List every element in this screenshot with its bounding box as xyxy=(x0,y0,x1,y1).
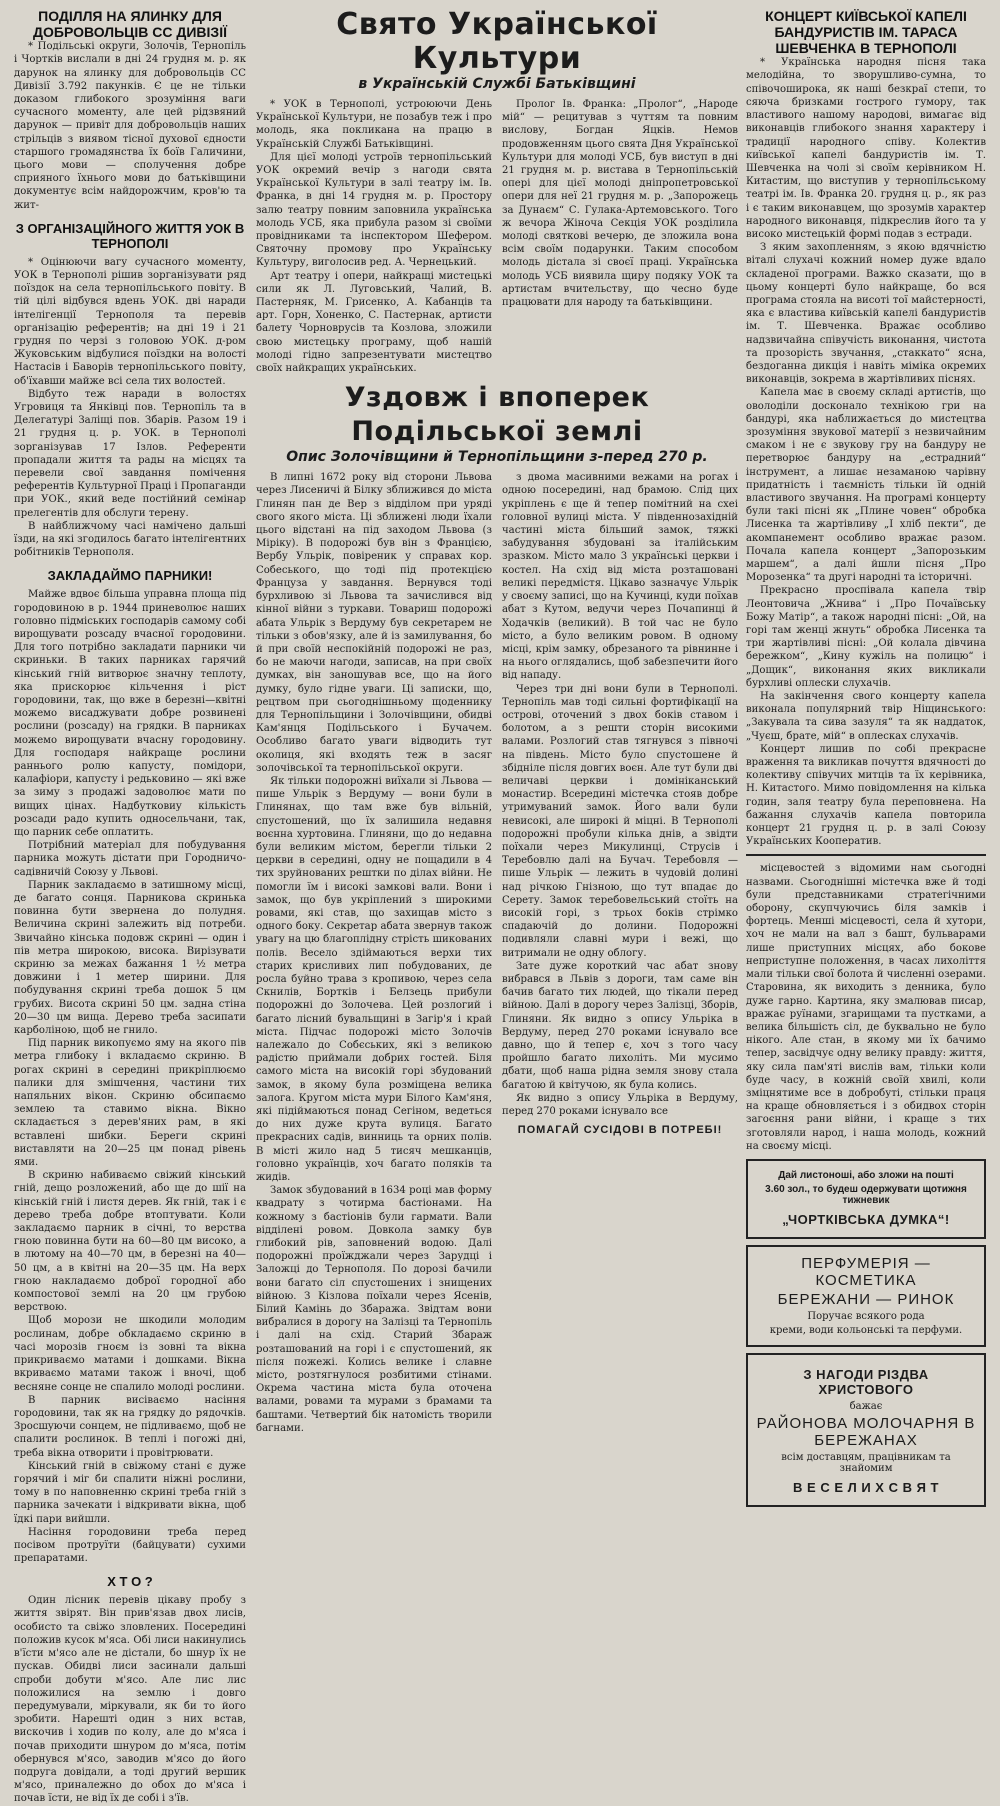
subscribe-line-1: Дай листоноші, або зложи на пошті xyxy=(778,1169,954,1181)
left-column xyxy=(14,8,246,1805)
culture-text-4: Пролог Ів. Франка: „Пролог“, „Народе мій“ — рецитував з чуттям та повним вислову, Богдан Яцків. Немов продовженням цього свята Дня Української Культури для молоді УСБ, був виступ в дні 21 грудня м. р. вистава в Тернопільській опері для цієї молоді дніпропетровської опери для неї 21 грудня м. р. „Запорожець за Дунаєм“ С. Гулака-Артемовського. Того ж вечора Жіноча Секція УОК розділила молоді святкові вечерю, де зложила вона всім своїм подарунки. Таким способом молодь дістала зі своєї праці. Українська молодь УСБ виявила щиру подяку УОК та артистам вчительству, що чесно буде працювати для народу та батьківщини. xyxy=(502,99,738,309)
article-text-parnyky-6: Щоб морози не шкодили молодим рослинам, добре обкладаємо скриню в часі морозів гноєм із зовні та вікна прикриваємо матами і дошками. Вікна вкриваємо матами також і вночі, щоб весняне сонце не спалило молоді рослини. xyxy=(14,1315,246,1393)
perfumery-place: БЕРЕЖАНИ — РИНОК xyxy=(777,1290,955,1308)
perfumery-ad xyxy=(746,1245,986,1347)
middle-column xyxy=(256,7,738,1434)
podillya-text-3: Замок збудований в 1634 році мав форму квадрату з чотирма бастіонами. На кожному з бастіонів були гармати. Вали відділені ровом. Довкола замку був глибокий рів, заповнений водою. Далі подорожні проїжджали через Зарудці і Заложці до Тернополя. По дорозі бачили вони багато сіл спустошених і знищених війною. З Кізлова поїхали через Ясенів, Білий Камінь до Збаража. Звідтам вони вибралися в дорогу на Залізці та Тернопіль і далі на схід. Старий Збараж розташований на горі і є спустошений, як після пожежі. Колись велике і славне місто, розтягнулося розбитими стінами. Окрема частина міста була оточена валами, ровами та мурами з брамами та баштами. Четвертий бік натомість творили багнами. xyxy=(256,1185,492,1434)
christmas-ad xyxy=(746,1353,986,1507)
article-text-uok-3: В найближчому часі намічено дальші їзди, на які згодилось багато інтелігентних робітників Тернополя. xyxy=(14,520,246,559)
article-title-concert: КОНЦЕРТ КИЇВСЬКОЇ КАПЕЛІ БАНДУРИСТІВ ІМ. ТАРАСА ШЕВЧЕНКА В ТЕРНОПОЛІ xyxy=(765,8,967,57)
podillya-text-5: Через три дні вони були в Тернополі. Тернопіль мав тоді сильні фортифікації на острові, оточений з двох боків ставом і болотом, а з решти сторін високими валами. Розлогий став тягнувся з півночі на південь. Місто було спустошене й збіднілe після довгих воєн. Але тут були дві величаві церкви і домініканський монастир. Всередині містечка стояв добре утримуваний замок. Його вали були невисокі, але широкі й міцні. В Тернополі подорожні пробули кілька днів, а звідти поїхали через Микулинці, Струсів і Теребовлю далі на Бучач. Теребовля — пише Ульрік — лежить в чудовій долині над річкою Гнізною, що тут впадає до Серету. Замок теребовельський стоїть на високій горі, з трьох боків стрімко спадаючій до долини. Подорожні подивляли славні мури і вежі, що витримали не одну облогу. xyxy=(502,683,738,959)
article-title-parnyky: ЗАКЛАДАЙМО ПАРНИКИ! xyxy=(47,568,213,584)
concert-text-6: Концерт лишив по собі прекрасне враження та викликав почуття вдячності до колективу співучих митців та їх керівника, Н. Китастого. Мимо повідомлення на кілька годин, заля театру була переповнена. На бажання слухачів капела повторила концерт 21 грудня ц. р. в залі Союзу Українських Кооператив. xyxy=(746,743,986,848)
podillya-text-2: Як тільки подорожні виїхали зі Львова — пише Ульрік з Вердуму — вони були в Глинянах, що там вже був вільній, спустошений, що їх залишила недавня воєнна хуртовина. Глиняни, що до недавна були великим містом, берегли тільки 2 церкви в середині, одну не пощадили в 4 тих зруйнованих рештки по ділах війни. Не помогли їм і високі замкові вали. Вони і замок, що був укріплений з широкими ровами, які став, що захищав місто з одного боку. Секретар абата звернув також увагу на цю благоплідну стрість шикованих полів. Весело здіймаються верхи тих старих крисливих лип побудованих, де росла буйно трава з кропивою, через села Скнилів, Бортків і Белзець прибули подорожні до Золочева. Цей розлогий і багато лісний бувальщині в Загір'я і край міста. Підчас подорожі місто Золочів належало до Собєських, які з великою радістю приймали добрих гостей. Біля самого міста на високій горі збудований замок, в якому була розміщена велика залога. Кругом міста мури Білого Кам'яня, які підіймаються понад Сегіном, ведеться до них дуже крута вулиця. Багато прекрасних садів, винниць та орних полів. В місті жило над 5 тисяч мешканців, головно українців, хоч багато поляків та жидів. xyxy=(256,775,492,1184)
podillya-col-1 xyxy=(256,471,492,1435)
article-title-uok: З ОРГАНІЗАЦІЙНОГО ЖИТТЯ УОК В ТЕРНОПОЛІ xyxy=(15,220,245,251)
culture-article xyxy=(256,98,738,375)
culture-text-1: * УОК в Тернополі, устроюючи День Української Культури, не позабув теж і про молодь, яка покликана на працю в Українській Службі Батьківщині. xyxy=(256,99,492,150)
podillya-col-2 xyxy=(502,471,738,1435)
subheadline-podillya-land: Опис Золочівщини й Тернопільщини з-перед 270 р. xyxy=(286,449,708,466)
subscribe-line-2: 3.60 зол., то будеш одержувати щотижня тижневик xyxy=(765,1183,967,1206)
christmas-greeting: В Е С Е Л И Х С В Я Т xyxy=(793,1479,939,1495)
concert-text-4: Прекрасно проспівала капела твір Леонтовича „Жнива“ і „Про Почаївську Божу Матір“, а також народні пісні: „Ой, на горі там женці жнуть“ обробка Лисенка та три жартівливі пісні: „Ой колала дівчина бережком“, „Кину кужіль на полицю“ і „Дощик“, виконання яких викликали бурхливі оплески слухачів. xyxy=(746,585,986,689)
article-text-uok-2: Відбуто теж наради в волостях Угровиця та Янківці пов. Тернопіль та в Делегатурі Заліщі пов. Збарів. Разом 19 і 21 грудня ц. р. УОК. в Тернополі зорганізував 17 Ізлов. Референти пропадали життя та рады на місцях та перевели свої завдання помічення референтів Культурної Праці і Пропаганди при УОК., який веде постійний семінар прелегентів для обслуги терену. xyxy=(14,388,246,519)
subscription-ad xyxy=(746,1159,986,1239)
article-text-parnyky-1: Майже вдвоє більша управна площа під городовиною в р. 1944 приневолює наших головно підміських господарів самому собі вирощувати розсаду вчасної городовини. Для того потрібно закладати парники чи скриньки. В таких парниках гарячий кінський гній витворює значну теплоту, яка прискорює кільчення і ріст городовини, так, що вже в березні—квітні можемо висаджувати добре розвинені рослини (розсаду) на грядки. В парниках можемо вирощувати вчасну городовину. Для господаря найкраще рослини раннього ролю капусту, помідори, калафіори, капусту і редьковино — які вже за зиму з продажі задоволює мати по вищих цінах. Надбутковиу кількість розсади радо купить односельчани, так, що парник себе оплатить. xyxy=(14,589,246,838)
article-title-khto: Х Т О ? xyxy=(107,1574,153,1590)
article-text-parnyky-9: Насіння городовини треба перед посівом протруїти (байцувати) сухими препаратами. xyxy=(14,1526,246,1565)
podillya-article xyxy=(256,471,738,1435)
culture-col-2 xyxy=(502,98,738,375)
article-text-parnyky-7: В парник висіваємо насіння городовини, так як на грядку до рядочків. Зросшуючи сонцем, не підливаємо, щоб не спалити рослинок. В теплі і погожі дні, треба вікна отворити і провітрювати. xyxy=(14,1394,246,1459)
concert-text-5: На закінчення свого концерту капела виконала популярний твір Ніщинського: „Закувала та сива зазуля“ та як наддаток, „Чуєш, брате, мій“ в оплесках слухачів. xyxy=(746,691,986,742)
article-text-parnyky-3: Парник закладаємо в затишному місці, де багато сонця. Парникова скринька повинна бути звернена до полудня. Величина скрині залежить від потреби. Звичайно кінська подовж скрині — один і пів метра широкою, висока. Вирізувати скриню за межах бажання 1 ½ метра довжини і 1 метер ширини. Для побудування скрині треба дошок 5 цм грубих. Висота скрині 50 цм. задна стіна 20—30 цм вища. Дерево треба засипати карболіною, щоб не гнило. xyxy=(14,879,246,1037)
article-text-podillya: * Подільські округи, Золочів, Тернопіль і Чортків вислали в дні 24 грудня м. р. як дарунок на ялинку для добровольців СС Дивізії 3.792 пакунків. Є це не тільки доказом глибокого зрозуміння ваги сучасного моменту, але цей рідзвяний дарунок — привіт для добровольців наших стрільців з виявом тісної духової єдности старшого громадянства їх боїв Галичини, цього мови — сполучення добре сприяного їхнього мови до батьківщини документує всім найдорожчим, кров'ю та жит- xyxy=(14,41,246,211)
concert-text-1: * Українська народня пісня така мелодійна, то зворушливо-сумна, то співочоширока, як наші безкраї степи, то сяюча бризками гострого гумору, так властивого нашому народові, вимагає від виконавців глибокого знання характеру і традиції народного співу. Колектив київської капелі бандуристів ім. Т. Шевченка на чолі зі своїм керівником Н. Китастим, що виступив у тернопільському театрі ім. Ів. Франка 20. грудня ц. р., як раз і є таким виконавцем, що зрозумів характер народного виконавця, підкреслив його та у високо мистецькій формі подав з естради. xyxy=(746,57,986,240)
right-column xyxy=(746,8,986,1495)
article-text-parnyky-2: Потрібний матеріал для побудування парника можуть дістати при Городничо-садівничій Союзу у Львові. xyxy=(14,840,246,878)
article-title-podillya: ПОДІЛЛЯ НА ЯЛИНКУ ДЛЯ ДОБРОВОЛЬЦІВ СС ДИВІЗІЇ xyxy=(33,8,227,41)
concert-text-3: Капела має в своєму складі артистів, що оволоділи досконало технікою гри на бандурі, яка наближається до мистецтва зрозуміння звукової матерії з незвичайним смаком і не є звукову гру на бандуру не перетворює бандуру на „естрадний“ інструмент, а лишає незаманою чарівну придатність і таємність тільки їй одній властивого звучання. На програмі концерту були такі пісні як „Плине човен“ обробка Лисенка та жартівливу „І хліб пекти“, де акомпанемент особливо вражає разом. Почала капела концерт „Запорозьким маршем“, а далі йшли пісня „Про Морозенка“ та другі народні та історичні. xyxy=(746,387,986,584)
article-text-khto: Один лісник перевів цікаву пробу з життя звірят. Він прив'язав двох лисів, особисто та свіжо зловлених. Посередині положив кусок м'яса. Обі лиси накинулись в'їсти м'ясо але не дістали, бо шнур їх не пускав. Обидві лиси засинали дальші спроби добути м'ясо. Але лис лис положилися на землю і довго передумували, міркували, як би то його зробити. Нарешті один з них встав, вискочив і ходив по колу, але до м'яса і почав приходити шнуром до м'яса, потім обернувся м'ясо, заводив м'ясо до його подруга довідали, а тоді другий вершик м'ясо, приналежно до обох до м'яса і почав їсти, не від їх де собі і з'їв. xyxy=(14,1595,246,1805)
article-text-parnyky-4: Під парник викопуємо яму на якого пів метра глибоку і вкладаємо скриню. В рогах скрині в середині прикріплюємо палики для змішчення, частини тих напяльних вікон. Скриню обсипаємо землею та ставимо вікна. Вікно складається з дерев'яних рам, в які вставлені шибки. Береги скрині виставляти на 20—25 цм понад рівень ями. xyxy=(14,1038,246,1169)
subheadline-culture: в Українській Службі Батьківщині xyxy=(358,76,636,92)
headline-culture: Свято Української Культури xyxy=(336,7,658,76)
concert-text-2: З яким захопленням, з якою вдячністю віталі слухачі кожний номер дуже вдало складеної програми. Важко сказати, що в цьому концерті було найкраще, бо вся програма стояла на висоті тої майстерності, яка є властива київській капелі бандуристів ім. Т. Шевченка. Вражає особливо надзвичайна співучість виконання, чистота та прозорість звучання, „стаккато“ ясна, бездоганна дикція і навіть міміка окремих виконавців, зокрема в жартівливих піснях. xyxy=(746,242,986,386)
christmas-line-2: всім доставцям, працівникам та знайомим xyxy=(781,1451,951,1474)
culture-text-3: Арт театру і опери, найкращі мистецькі сили як Л. Луговський, Чалий, В. Пастерняк, М. Грисенко, А. Кабанців та арт. Горн, Хоненко, С. Пастернак, артисти балету Чорноврусів та Козлова, зложили свою мистецьку програму, щоб нашій молоді гідно запрезентувати мистецтво своїх найкращих українських. xyxy=(256,270,492,375)
perfumery-line-1: Поручає всякого рода xyxy=(807,1310,925,1322)
culture-col-1 xyxy=(256,98,492,375)
podillya-text-1: В липні 1672 року від сторони Львова через Лисеничі й Білку зближився до міста Глинян пан де Вер з відділом при уряді свого якого міста. Ці зближені люди їхали цього відстані на під заходом Львова (з Міріку). В подорожі був він з Францією, Вербу Ульрік, повіреник у справах кор. Собеського, що тоді під протекцією Француза у завдання. Вернувся тоді бурхливою зі Львова та зачислився від кінної війни з туркави. Товариш подорожі абата Ульрік з Вердуму був секретарем не тільки з обов'язку, але й із замилування, бо й при своїй неспокійній подорожі не раз, бо не маючи нагоди, записав, на при своїх думках, він заношував все, що на його думку, було гідне уваги. Ці записки, що, рецтвом при сьогоднішньому щоденнику для Тернопільщини і Золочівщини, обидві Кам'янця Подільського і Бучачем. Особливо багато уваги відводить тут околиця, які входять теж в засяг золочівської та тернопільської округи. xyxy=(256,472,492,774)
christmas-title: З НАГОДИ РІЗДВА ХРИСТОВОГО xyxy=(803,1366,929,1397)
culture-text-2: Для цієї молоді устроїв тернопільський УОК окремий вечір з нагоди свята Української Культури в залі театру ім. Ів. Франка, в дні 14 грудня м. р. Простору залю театру повним заповнила українська молодь УСБ, яка прибула разом зі своїми провідниками та інспектором Шефером. Святочну промову про Українську Культуру, виголосив ред. А. Чернецький. xyxy=(256,151,492,269)
christmas-org: РАЙОНОВА МОЛОЧАРНЯ В БЕРЕЖАНАХ xyxy=(756,1414,976,1449)
subscribe-paper-name: „ЧОРТКІВСЬКА ДУМКА“! xyxy=(782,1211,950,1227)
headline-podillya-land: Уздовж і впоперек Подільської землі xyxy=(344,382,650,448)
help-neighbour-banner: ПОМАГАЙ СУСІДОВІ В ПОТРЕБІ! xyxy=(517,1124,723,1137)
podillya-text-4: з двома масивними вежами на рогах і одною посередині, над брамою. Слід цих укріплень є ще й тепер помітний на схеі головної вулиці міста. У південнозахідній частині міста більший замок, тяжкі забудування збудовані за італійським зразком. Місто мало 3 українські церкви і костел. На схід від міста розташовані великі передмістя. Цікаво зазначує Ульрік у своєму записі, що на Кучинці, куди поїхав абат з Кутом, ведучи через Почапинці й Ходачків (великий). В той час не було місто, а було великим ровом. В одному місці, крім замку, обрезаного та рівнинне і на нього оглядались, щоб забезпечити його від нападу. xyxy=(502,472,738,682)
divider xyxy=(746,854,986,856)
perfumery-title: ПЕРФУМЕРІЯ — КОСМЕТИКА xyxy=(801,1254,931,1289)
podillya-text-7: Як видно з опису Ульріка в Вердуму, перед 270 роками існувало все xyxy=(502,1092,738,1118)
christmas-line-1: бажає xyxy=(849,1400,883,1412)
article-text-uok-1: * Оцінюючи вагу сучасного моменту, УОК в Тернополі рішив зорганізувати ряд поїздок на села тернопільського повіту. В тій цілі відбувся вдень УОК. дві наради інтелігенції Тернополя та перевів організацію референтів; на дні 19 і 21 грудня по черзі з головою УОК. д-ром Жуковським відбулися поїздки на волості Настасів і Баворів тернопільського повіту, об'їхавши майже всі села тих волостей. xyxy=(14,256,246,387)
article-text-parnyky-5: В скриню набиваємо свіжий кінський гній, дещо розложений, або ще до шії на кінській гній і листя дерев. Як гній, так і є дерево треба добре втоптувати. Коли закладаємо парник в січні, то верства гною повинна бути на 60—80 цм високо, а в лютому на 40—70 цм, в березні на 40—50 цм, а в квітні на 20—35 цм. На верх гною накладаємо доброї городної або компостової землі на 20 цм грубою верствою. xyxy=(14,1170,246,1314)
article-text-parnyky-8: Кінський гній в свіжому стані є дуже горячий і міг би спалити ніжні рослини, тому в по наповненню скрині треба гній з парника зачекати і відкривати вікна, щоб їдкі пари вийшли. xyxy=(14,1460,246,1525)
perfumery-line-2: креми, води кольонські та перфуми. xyxy=(769,1324,963,1336)
podillya-continued-text: місцевостей з відомими нам сьогодні назвами. Сьогоднішні містечка вже й тоді були представниками стратегічними оборону, скупчуючись біля замків і фортець. Менші місцевості, села й хутори, хоч не мали на вал з башт, бульварами лише приступних місцях, або бокове неприступне положення, в часах лихоліття мали тільки свої болота й численні озерами. Старовина, як виходить з денника, було дуже гарно. Картина, яку змалював писар, вражає руїнами, згарищами та пустками, а велика більшість сіл, де буквально не було нікого. Але стан, в якому ми їх бачимо тепер, засвідчує одну велику правду: життя, яку сила пам'яті вислів вам, тільки коли буде часу, в кожній своїй хвилі, коли зміцнятиме все в добробуті, стільки праця на краще обновляється і з обидвох сторін загоєння рани війни, і краще з тих зготовляли народ, і наша молодь, кожний на своєму місці. xyxy=(746,863,986,1152)
podillya-text-6: Зате дуже короткий час абат знову вибрався в Львів з дороги, там саме він бачив багато тих людей, що тікали перед війною. Далі в дорогу через Залізці, Зборів, Глиняни. Як видно з опису Ульріка в Вердуму, перед 270 роками існувало все давно, що й тепер є, хоч з того часу пройшло багато лихоліть. Ми мусимо дбати, щоб наша рідна земля знову стала багатою й квітучою, як була колись. xyxy=(502,960,738,1091)
